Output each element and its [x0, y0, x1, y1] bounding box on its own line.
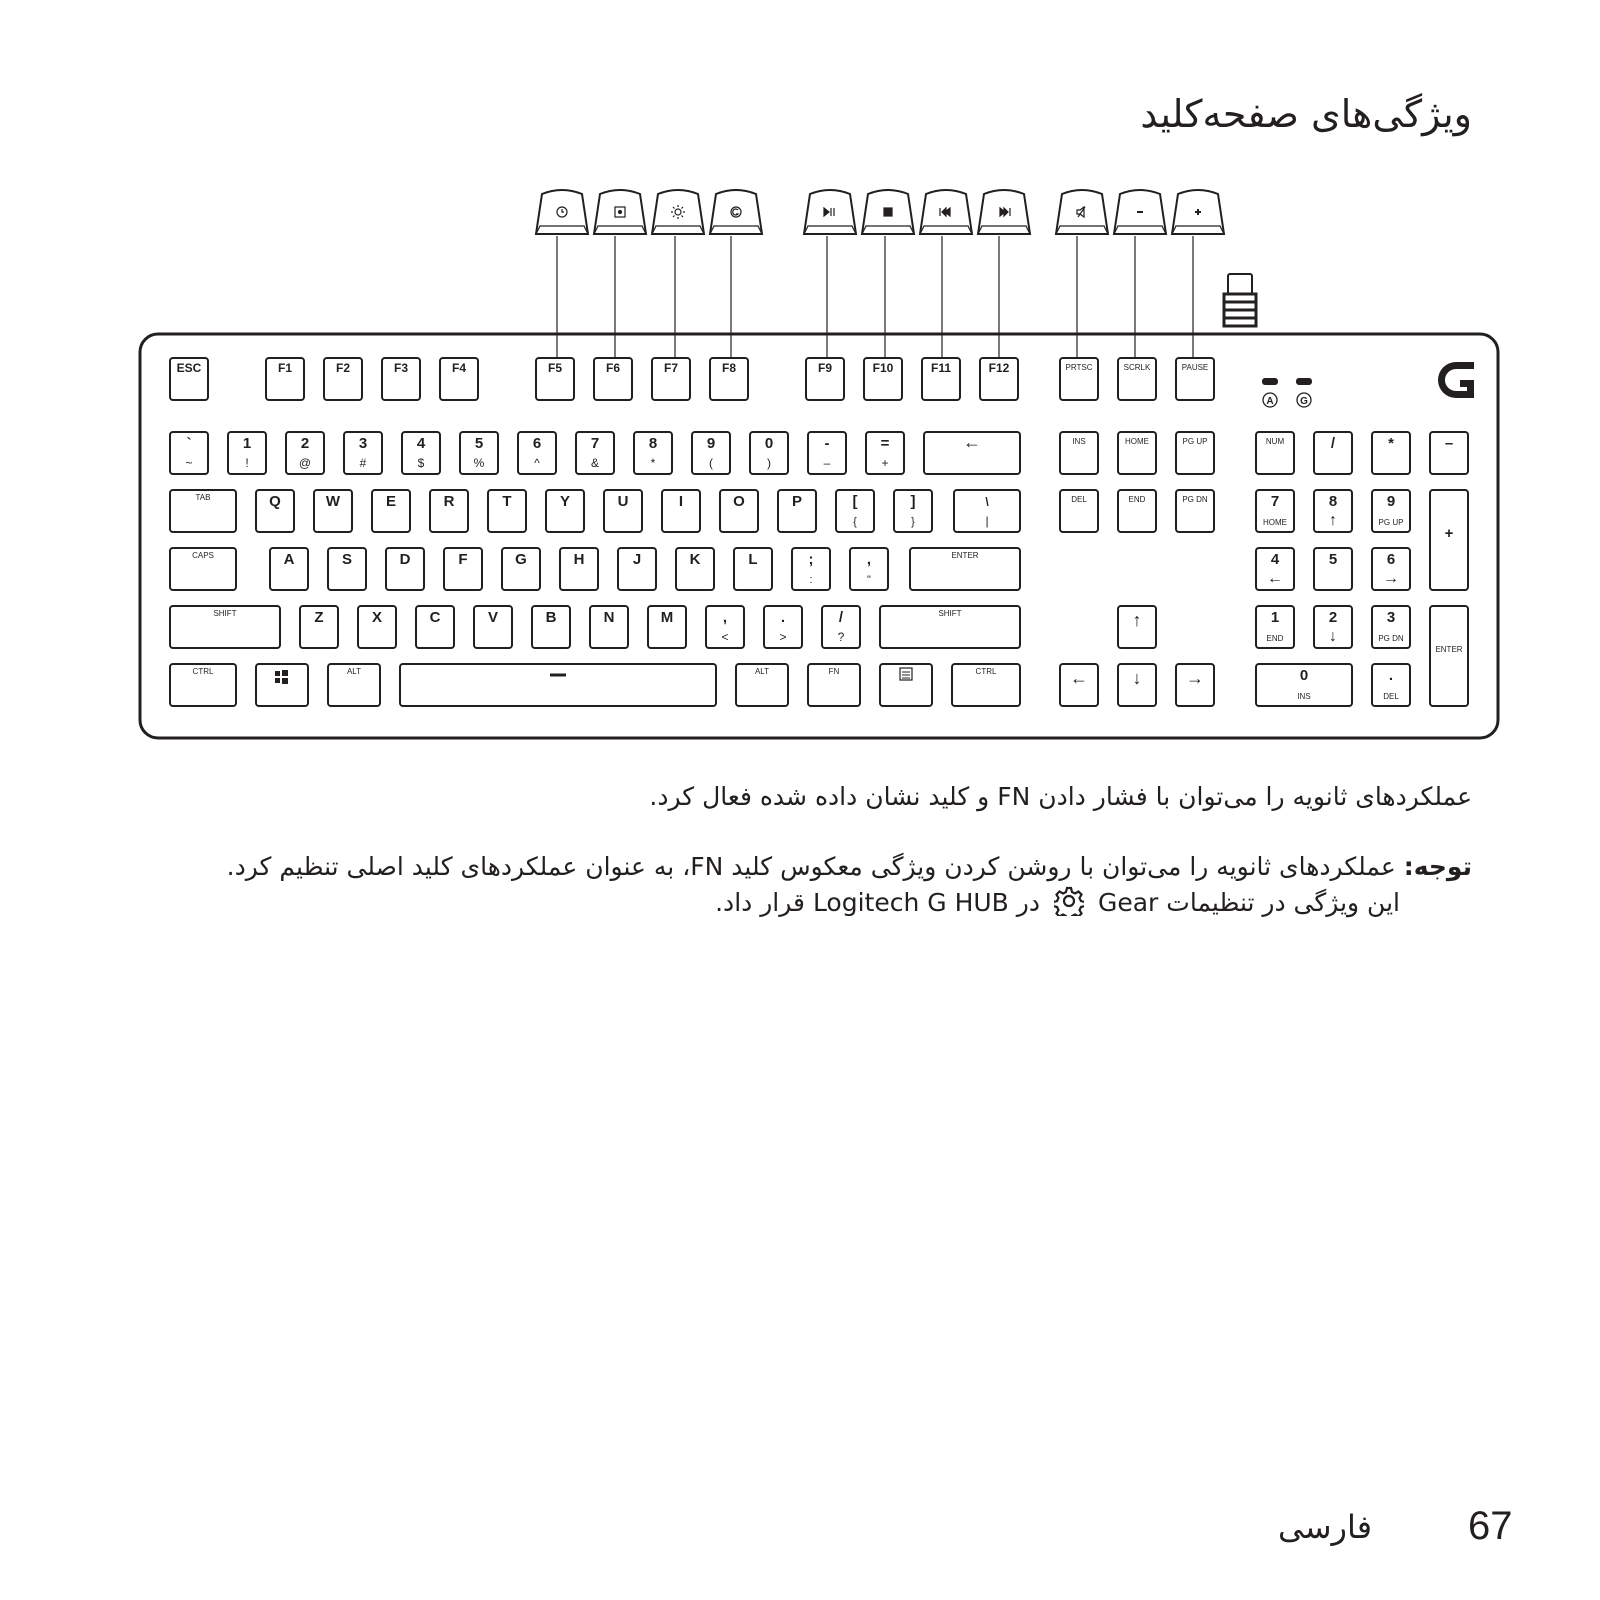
key-num-enter-label: ENTER	[1435, 645, 1463, 654]
key-pause-label: PAUSE	[1181, 363, 1209, 372]
key-bracket-bottom: {	[853, 516, 857, 528]
volume-up-icon	[1195, 209, 1201, 215]
key-numpad-top: 3	[1386, 609, 1396, 626]
key-enter-label: ENTER	[951, 551, 979, 560]
cable-connector	[1228, 274, 1252, 294]
key-num-row-top: 4	[416, 435, 426, 452]
key-num-row-bottom: %	[473, 456, 485, 470]
key-numpad-bottom: →	[1383, 570, 1399, 587]
note-text-start: این ویژگی در تنظیمات Gear	[1097, 888, 1400, 917]
key-punct-top: ,	[866, 551, 872, 568]
key-num-row-top: `	[186, 435, 192, 452]
key-num-row-bottom: +	[881, 456, 889, 470]
key-t-label: T	[502, 493, 512, 510]
key-o-label: O	[733, 493, 745, 510]
secondary-keycap	[652, 190, 704, 234]
key-prtsc-label: PRTSC	[1065, 363, 1093, 372]
key-nav-label: PG UP	[1182, 437, 1208, 446]
mute-icon	[1077, 207, 1085, 217]
play-pause-icon	[824, 208, 834, 216]
windows-icon	[275, 670, 288, 684]
key-backslash-top: \	[985, 495, 989, 509]
key-f9-label: F9	[817, 361, 833, 375]
key-num-plus-label: +	[1444, 525, 1454, 542]
key-ctrl-label: CTRL	[975, 667, 997, 676]
indicator-label: A	[1266, 396, 1274, 407]
key-esc-label: ESC	[176, 361, 202, 375]
key-num-dot-top: .	[1388, 667, 1394, 684]
key-num-row-bottom: –	[823, 456, 831, 470]
key-f3-label: F3	[393, 361, 409, 375]
keycap-edge	[804, 226, 856, 234]
key-f1-label: F1	[277, 361, 293, 375]
key-num-row-bottom: ~	[185, 456, 193, 470]
key-numpad-top: 1	[1270, 609, 1280, 626]
key-num-row-bottom: )	[767, 456, 771, 470]
next-track-icon	[1000, 208, 1010, 216]
gear-icon	[1054, 886, 1084, 922]
arrow-left-icon: ←	[1070, 668, 1088, 688]
key-num-row-top: 3	[358, 435, 368, 452]
g-logo-icon	[1438, 362, 1474, 398]
key-num-row-bottom: $	[417, 456, 425, 470]
key-numpad-bottom: PG DN	[1378, 634, 1404, 643]
key-f7-label: F7	[663, 361, 679, 375]
key-punct-bottom: ?	[837, 630, 845, 644]
indicator-led	[1263, 379, 1277, 384]
key-n-label: N	[603, 609, 615, 626]
key-j-label: J	[632, 551, 642, 568]
keyboard-body	[140, 334, 1498, 738]
keycap-edge	[1114, 226, 1166, 234]
key-numpad-bottom: ↓	[1329, 628, 1337, 645]
key-num-row-top: 9	[706, 435, 716, 452]
key-num-row-top: -	[824, 435, 830, 452]
key-num-row-top: 6	[532, 435, 542, 452]
key-a-label: A	[283, 551, 295, 568]
key-p-label: P	[791, 493, 803, 510]
key-nav-label: END	[1128, 495, 1146, 504]
key-x-label: X	[371, 609, 383, 626]
key-h-label: H	[573, 551, 585, 568]
key-f5-label: F5	[547, 361, 563, 375]
key-bracket-bottom: }	[911, 516, 915, 528]
key-num-0-bottom: INS	[1297, 692, 1311, 701]
key-num-row-bottom: (	[709, 456, 713, 470]
arrow-down-icon: ↓	[1132, 668, 1142, 688]
key-punct-top: ,	[722, 609, 728, 626]
keycap-edge	[1172, 226, 1224, 234]
keycap-edge	[710, 226, 762, 234]
key-u-label: U	[617, 493, 629, 510]
key-i-label: I	[678, 493, 684, 510]
key-num-row-bottom: !	[245, 456, 249, 470]
key-num-0-top: 0	[1299, 667, 1309, 684]
keycap-edge	[862, 226, 914, 234]
key-punct-bottom: >	[779, 630, 787, 644]
key-nav-label: HOME	[1125, 437, 1149, 446]
key-punct-bottom: "	[867, 574, 871, 586]
key-numpad-top: 4	[1270, 551, 1280, 568]
key-num-row-top: 7	[590, 435, 600, 452]
key-f6-label: F6	[605, 361, 621, 375]
key-alt-label: ALT	[346, 667, 362, 676]
key-numpad-top: 2	[1328, 609, 1338, 626]
key-v-label: V	[487, 609, 499, 626]
arrow-up-icon: ↑	[1132, 610, 1142, 630]
key-num-row-bottom: #	[359, 456, 367, 470]
key-q-label: Q	[269, 493, 281, 510]
key-backslash-bottom: |	[985, 514, 989, 528]
cable-strain-relief	[1224, 294, 1256, 326]
keyboard-diagram	[0, 0, 1600, 760]
key-s-label: S	[341, 551, 353, 568]
key-num-dot-bottom: DEL	[1383, 692, 1399, 701]
key-nav-label: INS	[1072, 437, 1086, 446]
key-nav-label: DEL	[1071, 495, 1087, 504]
key-numpad-top: 7	[1270, 493, 1280, 510]
key-shift-label: SHIFT	[213, 609, 237, 618]
keycap-edge	[536, 226, 588, 234]
key-punct-top: /	[838, 609, 844, 626]
description-text: عملکردهای ثانویه را می‌توان با فشار دادن FN و کلید نشان داده شده فعال کرد.	[649, 782, 1472, 811]
keycap-edge	[1056, 226, 1108, 234]
note-label: توجه:	[1403, 852, 1472, 881]
key-numpad-bottom: ←	[1267, 570, 1283, 587]
key-shift-label: SHIFT	[938, 609, 962, 618]
key-numpad-bottom: HOME	[1263, 518, 1287, 527]
arrow-right-icon: →	[1186, 668, 1204, 688]
key-num-enter	[1430, 606, 1468, 706]
page-number: 67	[1468, 1504, 1513, 1548]
key-num-row-bottom: &	[590, 456, 600, 470]
key-num-row-top: 5	[474, 435, 484, 452]
brightness-icon	[671, 205, 685, 219]
key-num-mul-label: *	[1388, 435, 1394, 452]
note-paragraph-continued	[715, 886, 1400, 922]
secondary-keycap	[710, 190, 762, 234]
key-r-label: R	[443, 493, 455, 510]
recording-icon	[615, 207, 625, 217]
key-b-label: B	[545, 609, 557, 626]
key-punct-top: ;	[808, 551, 814, 568]
g-mode-icon	[731, 207, 741, 217]
key-f-label: F	[458, 551, 468, 568]
key-y-label: Y	[559, 493, 571, 510]
key-numpad-top: 5	[1328, 551, 1338, 568]
key-numpad-bottom: PG UP	[1378, 518, 1404, 527]
stop-icon	[884, 208, 892, 216]
keycap-edge	[920, 226, 972, 234]
key-punct-bottom: <	[721, 630, 729, 644]
key-f4-label: F4	[451, 361, 467, 375]
key-num-row-bottom: ^	[534, 456, 540, 470]
key-caps-label: CAPS	[192, 551, 214, 560]
key-num-minus-label: –	[1444, 435, 1454, 452]
key-bracket-top: [	[852, 493, 858, 510]
note-paragraph	[227, 852, 1472, 881]
key-e-label: E	[385, 493, 397, 510]
key-f8-label: F8	[721, 361, 737, 375]
key-num-row-top: =	[880, 435, 890, 452]
key-l-label: L	[748, 551, 758, 568]
key-num-row-top: 2	[300, 435, 310, 452]
secondary-keycap	[804, 190, 856, 234]
key-d-label: D	[399, 551, 411, 568]
key-punct-top: .	[780, 609, 786, 626]
key-tab-label: TAB	[195, 493, 211, 502]
key-nav-label: PG DN	[1182, 495, 1208, 504]
key-menu	[880, 664, 932, 706]
note-text: عملکردهای ثانویه را می‌توان با روشن کردن ویژگی معکوس کلید FN، به عنوان عملکردهای کلید اصلی تنظیم کرد.	[226, 852, 1396, 881]
clock-icon	[557, 207, 567, 217]
footer-language: فارسی	[1278, 1508, 1372, 1546]
indicator-label: G	[1300, 396, 1308, 407]
key-z-label: Z	[314, 609, 324, 626]
key-num-row-top: 0	[764, 435, 774, 452]
key-numpad-top: 6	[1386, 551, 1396, 568]
menu-icon-lines	[902, 672, 910, 678]
key-punct-bottom: :	[809, 574, 813, 586]
key-numpad-bottom: END	[1266, 634, 1284, 643]
key-scrlk-label: SCRLK	[1123, 363, 1151, 372]
key-num-row-top: 1	[242, 435, 252, 452]
keycap-edge	[978, 226, 1030, 234]
key-g-label: G	[515, 551, 527, 568]
key-num-row-top: 8	[648, 435, 658, 452]
page-title: ویژگی‌های صفحه‌کلید	[1140, 92, 1472, 136]
key-num-row-bottom: @	[298, 456, 312, 470]
key-numpad-top: 8	[1328, 493, 1338, 510]
key-numpad-top: 9	[1386, 493, 1396, 510]
key-f11-label: F11	[930, 361, 952, 375]
key-f10-label: F10	[872, 361, 894, 375]
key-num-row-bottom: *	[650, 456, 656, 470]
key-ctrl-label: CTRL	[192, 667, 214, 676]
key-alt-label: ALT	[754, 667, 770, 676]
key-k-label: K	[689, 551, 701, 568]
previous-track-icon	[940, 208, 950, 216]
key-bracket-top: ]	[910, 493, 916, 510]
keycap-edge	[594, 226, 646, 234]
indicator-led	[1297, 379, 1311, 384]
key-c-label: C	[429, 609, 441, 626]
key-numlock-label: NUM	[1265, 437, 1285, 446]
key-backspace-label: ←	[963, 432, 981, 452]
note-text-end: در Logitech G HUB قرار داد.	[715, 888, 1040, 917]
key-space	[400, 664, 716, 706]
keycap-edge	[652, 226, 704, 234]
key-m-label: M	[660, 609, 674, 626]
key-fn-label: FN	[828, 667, 840, 676]
key-w-label: W	[325, 493, 341, 510]
key-numpad-bottom: ↑	[1329, 512, 1337, 529]
key-f2-label: F2	[335, 361, 351, 375]
key-num-div-label: /	[1330, 435, 1336, 452]
key-f12-label: F12	[988, 361, 1010, 375]
